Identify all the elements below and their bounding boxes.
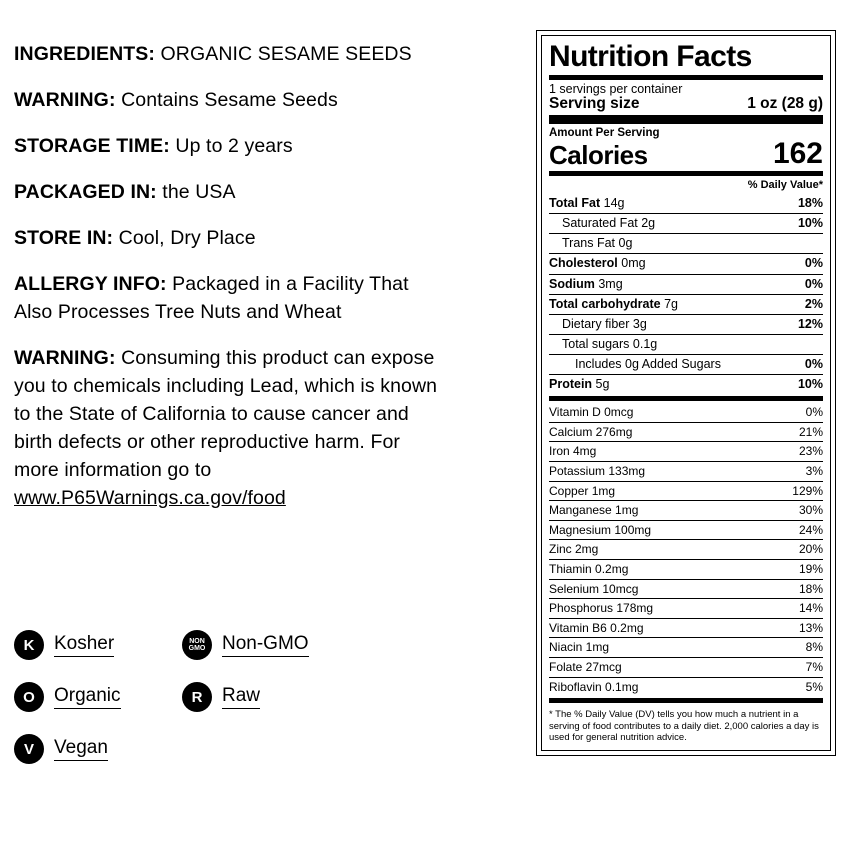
badge-row-3 [14, 734, 444, 764]
nutrient-row-iron [549, 441, 823, 461]
nutrient-dv-total-fat: 18% [797, 196, 823, 210]
vegan-icon: V [14, 734, 44, 764]
nutrient-dv-potassium: 3% [805, 464, 823, 479]
nutrient-dv-protein: 10% [797, 377, 823, 392]
nutrient-name-vitamin-d: Vitamin D 0mcg [549, 405, 634, 420]
info-ingredients [14, 40, 444, 68]
nutrient-row-potassium [549, 461, 823, 481]
nutrient-dv-calcium: 21% [798, 424, 823, 439]
nutrient-dv-magnesium: 24% [798, 522, 823, 537]
nutrient-dv-added-sugars: 0% [804, 357, 823, 371]
nutrient-row-calcium [549, 422, 823, 442]
nutrient-dv-folate: 7% [805, 659, 823, 674]
calories-row [549, 139, 823, 169]
nutrient-row-cholesterol [549, 253, 823, 273]
nutrient-dv-phosphorus: 14% [798, 601, 823, 616]
prop65-link[interactable]: www.P65Warnings.ca.gov/food [14, 487, 286, 509]
info-allergy [14, 270, 444, 326]
badge-kosher-label: Kosher [54, 633, 114, 657]
badge-row-2 [14, 682, 444, 712]
nutrient-dv-manganese: 30% [798, 503, 823, 518]
nutrient-dv-thiamin: 19% [798, 562, 823, 576]
nutrient-row-selenium [549, 579, 823, 599]
badge-kosher [14, 630, 182, 660]
nutrient-name-riboflavin: Riboflavin 0.1mg [549, 679, 639, 694]
nutrient-row-phosphorus [549, 598, 823, 618]
info-warning-sesame-value: Contains Sesame Seeds [121, 89, 338, 111]
nutrient-row-zinc [549, 539, 823, 559]
nutrient-name-added-sugars: Includes 0g Added Sugars [575, 357, 721, 371]
info-storage-time-label: STORAGE TIME: [14, 135, 170, 157]
nutrient-dv-iron: 23% [798, 444, 823, 459]
prop65-label: WARNING: [14, 347, 116, 369]
nutrient-name-cholesterol: Cholesterol 0mg [549, 256, 646, 271]
kosher-icon: K [14, 630, 44, 660]
nutrient-dv-riboflavin: 5% [805, 679, 823, 694]
daily-value-header: % Daily Value* [747, 179, 823, 192]
nutrient-row-trans-fat [549, 233, 823, 253]
info-packaged-in [14, 178, 444, 206]
nutrient-row-manganese [549, 500, 823, 520]
nutrient-row-total-fat [549, 194, 823, 213]
info-allergy-value: Packaged in a Facility That Also Processes Tree Nuts and Wheat [14, 273, 409, 323]
badge-vegan [14, 734, 182, 764]
nutrient-dv-copper: 129% [792, 483, 823, 498]
nutrient-dv-vitamin-b6: 13% [798, 620, 823, 635]
nutrient-name-niacin: Niacin 1mg [549, 640, 610, 655]
raw-icon: R [182, 682, 212, 712]
nutrient-row-copper [549, 481, 823, 501]
prop65-warning [14, 344, 444, 512]
daily-value-footnote: * The % Daily Value (DV) tells you how much a nutrient in a serving of food contributes to a daily diet. 2,000 calories a day is used for general nutrition advice. [549, 709, 819, 744]
nutrient-row-total-sugars [549, 334, 823, 354]
nutrient-name-saturated-fat: Saturated Fat 2g [562, 216, 656, 231]
info-storage-time [14, 132, 444, 160]
divider-under-protein [549, 396, 823, 401]
nutrient-name-thiamin: Thiamin 0.2mg [549, 562, 629, 576]
nutrient-dv-cholesterol: 0% [804, 256, 823, 271]
nutrient-row-vitamin-b6 [549, 618, 823, 638]
nutrient-dv-selenium: 18% [798, 581, 823, 596]
nutrient-dv-saturated-fat: 10% [797, 216, 823, 231]
info-packaged-in-label: PACKAGED IN: [14, 181, 157, 203]
nutrient-row-thiamin [549, 559, 823, 579]
info-allergy-label: ALLERGY INFO: [14, 273, 167, 295]
nutrient-name-phosphorus: Phosphorus 178mg [549, 601, 654, 616]
nutrient-row-sodium [549, 274, 823, 294]
info-store-in [14, 224, 444, 252]
serving-size-label: Serving size [549, 95, 640, 113]
nutrient-dv-dietary-fiber: 12% [797, 316, 823, 331]
nutrient-name-vitamin-b6: Vitamin B6 0.2mg [549, 620, 644, 635]
info-storage-time-value: Up to 2 years [175, 135, 293, 157]
nutrient-name-zinc: Zinc 2mg [549, 542, 599, 557]
nutrition-facts-inner [541, 35, 831, 751]
badge-vegan-label: Vegan [54, 737, 108, 761]
nutrient-row-riboflavin [549, 677, 823, 697]
info-store-in-value: Cool, Dry Place [118, 227, 256, 249]
non-gmo-icon: NON GMO [182, 630, 212, 660]
nutrient-name-sodium: Sodium 3mg [549, 276, 623, 291]
serving-size-row [549, 96, 823, 113]
nutrient-name-dietary-fiber: Dietary fiber 3g [562, 316, 647, 331]
divider-under-serving [549, 115, 823, 124]
prop65-text: Consuming this product can expose you to chemicals including Lead, which is known to the State of California to cause cancer and birth defects or other reproductive harm. For more information go to [14, 347, 438, 481]
nutrient-name-magnesium: Magnesium 100mg [549, 522, 652, 537]
badge-row-1 [14, 630, 444, 660]
nutrient-name-trans-fat: Trans Fat 0g [562, 236, 633, 251]
nutrition-facts-title: Nutrition Facts [549, 40, 752, 73]
badge-non-gmo-label: Non-GMO [222, 633, 309, 657]
calories-value: 162 [772, 137, 823, 171]
info-store-in-label: STORE IN: [14, 227, 114, 249]
nutrient-row-added-sugars [549, 354, 823, 374]
badge-raw [182, 682, 350, 712]
nutrient-name-copper: Copper 1mg [549, 483, 616, 498]
organic-icon: O [14, 682, 44, 712]
nutrient-name-total-carbohydrate: Total carbohydrate 7g [549, 296, 678, 311]
badge-organic-label: Organic [54, 685, 121, 709]
info-packaged-in-value: the USA [162, 181, 236, 203]
divider-above-footnote [549, 698, 823, 703]
calories-label: Calories [549, 140, 648, 171]
nutrition-facts-panel [536, 30, 836, 756]
nutrient-row-total-carbohydrate [549, 294, 823, 314]
nutrient-name-total-fat: Total Fat 14g [549, 196, 625, 210]
info-warning-sesame-label: WARNING: [14, 89, 116, 111]
nutrient-dv-niacin: 8% [805, 640, 823, 655]
nutrient-name-selenium: Selenium 10mcg [549, 581, 639, 596]
nutrient-row-folate [549, 657, 823, 677]
nutrient-row-magnesium [549, 520, 823, 540]
nutrient-row-protein [549, 374, 823, 394]
nutrient-row-saturated-fat [549, 213, 823, 233]
nutrient-row-niacin [549, 637, 823, 657]
certification-badges [14, 630, 444, 786]
info-ingredients-label: INGREDIENTS: [14, 43, 155, 65]
nutrient-dv-sodium: 0% [804, 276, 823, 291]
divider-under-title [549, 75, 823, 80]
divider-under-calories [549, 171, 823, 176]
nutrient-dv-vitamin-d: 0% [805, 405, 823, 420]
nutrient-name-potassium: Potassium 133mg [549, 464, 646, 479]
nutrient-name-iron: Iron 4mg [549, 444, 597, 459]
nutrient-name-protein: Protein 5g [549, 377, 610, 392]
amount-per-serving-label: Amount Per Serving [549, 127, 660, 140]
nutrient-dv-total-carbohydrate: 2% [804, 296, 823, 311]
nutrient-name-calcium: Calcium 276mg [549, 424, 633, 439]
nutrient-name-folate: Folate 27mcg [549, 659, 622, 674]
badge-non-gmo [182, 630, 350, 660]
product-info-column [14, 40, 444, 530]
info-ingredients-value: ORGANIC SESAME SEEDS [160, 43, 412, 65]
badge-organic [14, 682, 182, 712]
info-warning-sesame [14, 86, 444, 114]
nutrient-name-total-sugars: Total sugars 0.1g [562, 336, 658, 351]
badge-raw-label: Raw [222, 685, 260, 709]
servings-per-container: 1 servings per container [549, 82, 683, 96]
serving-size-value: 1 oz (28 g) [747, 95, 823, 113]
nutrient-name-manganese: Manganese 1mg [549, 503, 639, 518]
nutrient-dv-zinc: 20% [798, 542, 823, 557]
nutrient-row-dietary-fiber [549, 314, 823, 334]
nutrient-row-vitamin-d [549, 403, 823, 422]
